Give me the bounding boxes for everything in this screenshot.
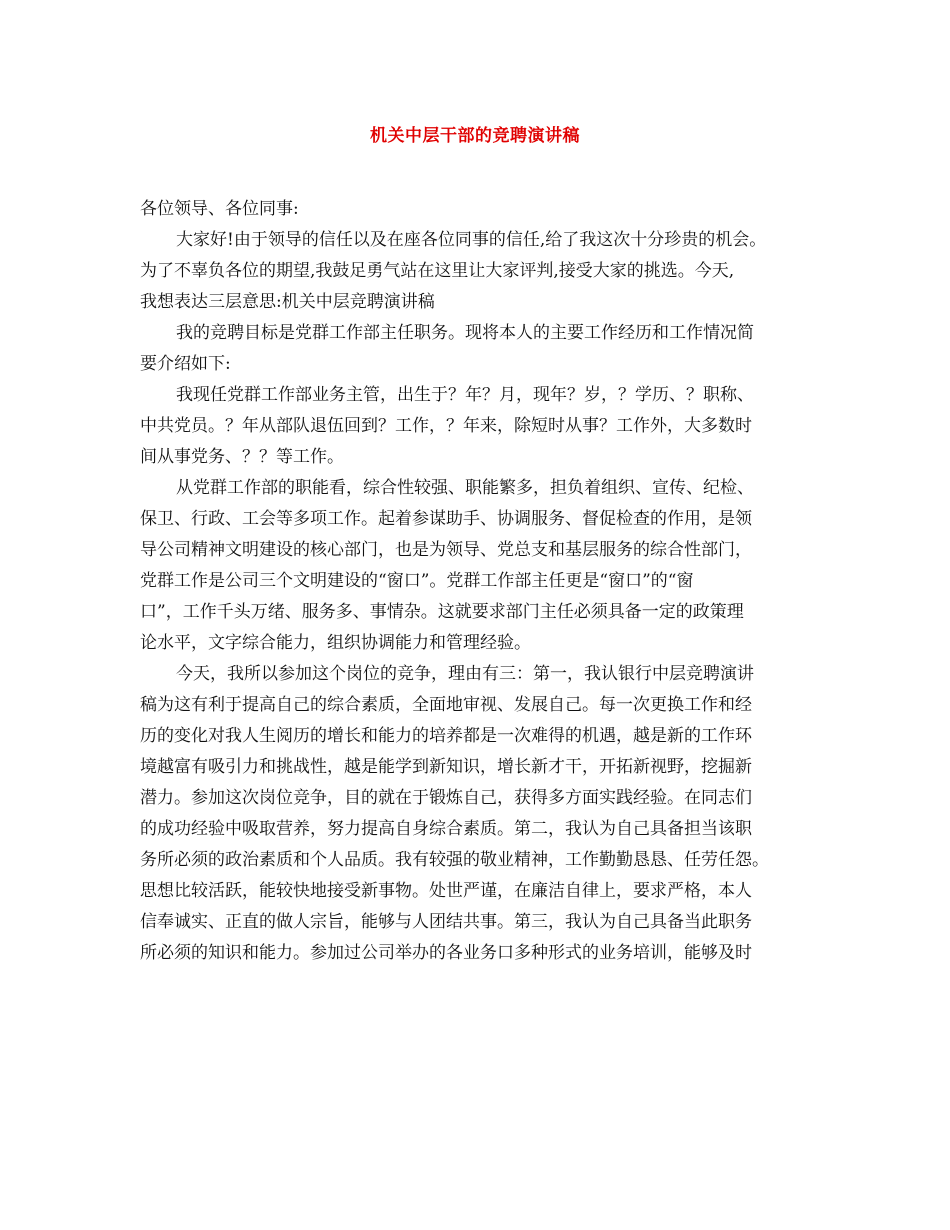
- paragraph-3-line-1: 我现任党群工作部业务主管，出生于？年？月，现年？岁，？学历、？职称、: [176, 385, 754, 405]
- paragraph-2-line-1: 我的竞聘目标是党群工作部主任职务。现将本人的主要工作经历和工作情况简: [176, 323, 754, 343]
- paragraph-5-line-2: 稿为这有利于提高自己的综合素质，全面地审视、发展自己。每一次更换工作和经: [140, 695, 752, 715]
- document-title: 机关中层干部的竞聘演讲稿: [370, 126, 580, 146]
- paragraph-5-line-8: 思想比较活跃，能较快地接受新事物。处世严谨，在廉洁自律上，要求严格，本人: [140, 881, 752, 901]
- paragraph-5-line-10: 所必须的知识和能力。参加过公司举办的各业务口多种形式的业务培训，能够及时: [140, 943, 752, 963]
- paragraph-4-line-6: 论水平，文字综合能力，组织协调能力和管理经验。: [140, 633, 531, 653]
- paragraph-1-line-3: 我想表达三层意思:机关中层竞聘演讲稿: [140, 292, 435, 312]
- paragraph-5-line-5: 潜力。参加这次岗位竞争，目的就在于锻炼自己，获得多方面实践经验。在同志们: [140, 788, 752, 808]
- paragraph-4-line-4: 党群工作是公司三个文明建设的“窗口”。党群工作部主任更是“窗口”的“窗: [140, 571, 694, 591]
- document-body: [140, 194, 830, 969]
- paragraph-5-line-6: 的成功经验中吸取营养，努力提高自身综合素质。第二，我认为自己具备担当该职: [140, 819, 752, 839]
- paragraph-5-line-3: 历的变化对我人生阅历的增长和能力的培养都是一次难得的机遇，越是新的工作环: [140, 726, 752, 746]
- paragraph-4-line-1: 从党群工作部的职能看，综合性较强、职能繁多，担负着组织、宣传、纪检、: [176, 478, 754, 498]
- paragraph-5-line-9: 信奉诚实、正直的做人宗旨，能够与人团结共事。第三，我认为自己具备当此职务: [140, 912, 752, 932]
- salutation-line: 各位领导、各位同事:: [140, 199, 299, 219]
- paragraph-4-line-2: 保卫、行政、工会等多项工作。起着参谋助手、协调服务、督促检查的作用，是领: [140, 509, 752, 529]
- paragraph-5-line-4: 境越富有吸引力和挑战性，越是能学到新知识，增长新才干，开拓新视野，挖掘新: [140, 757, 752, 777]
- paragraph-1-line-2: 为了不辜负各位的期望,我鼓足勇气站在这里让大家评判,接受大家的挑选。今天,: [140, 261, 735, 281]
- paragraph-3-line-3: 间从事党务、？？等工作。: [140, 447, 344, 467]
- paragraph-4-line-3: 导公司精神文明建设的核心部门，也是为领导、党总支和基层服务的综合性部门，: [140, 540, 752, 560]
- paragraph-1-line-1: 大家好!由于领导的信任以及在座各位同事的信任,给了我这次十分珍贵的机会。: [176, 230, 767, 250]
- paragraph-2-line-2: 要介绍如下:: [140, 354, 231, 374]
- paragraph-4-line-5: 口”，工作千头万绪、服务多、事情杂。这就要求部门主任必须具备一定的政策理: [140, 602, 744, 622]
- paragraph-3-line-2: 中共党员。？年从部队退伍回到？工作，？年来，除短时从事？工作外，大多数时: [140, 416, 752, 436]
- paragraph-5-line-7: 务所必须的政治素质和个人品质。我有较强的敬业精神，工作勤勤恳恳、任劳任怨。: [140, 850, 769, 870]
- paragraph-5-line-1: 今天，我所以参加这个岗位的竞争，理由有三：第一，我认银行中层竞聘演讲: [176, 664, 754, 684]
